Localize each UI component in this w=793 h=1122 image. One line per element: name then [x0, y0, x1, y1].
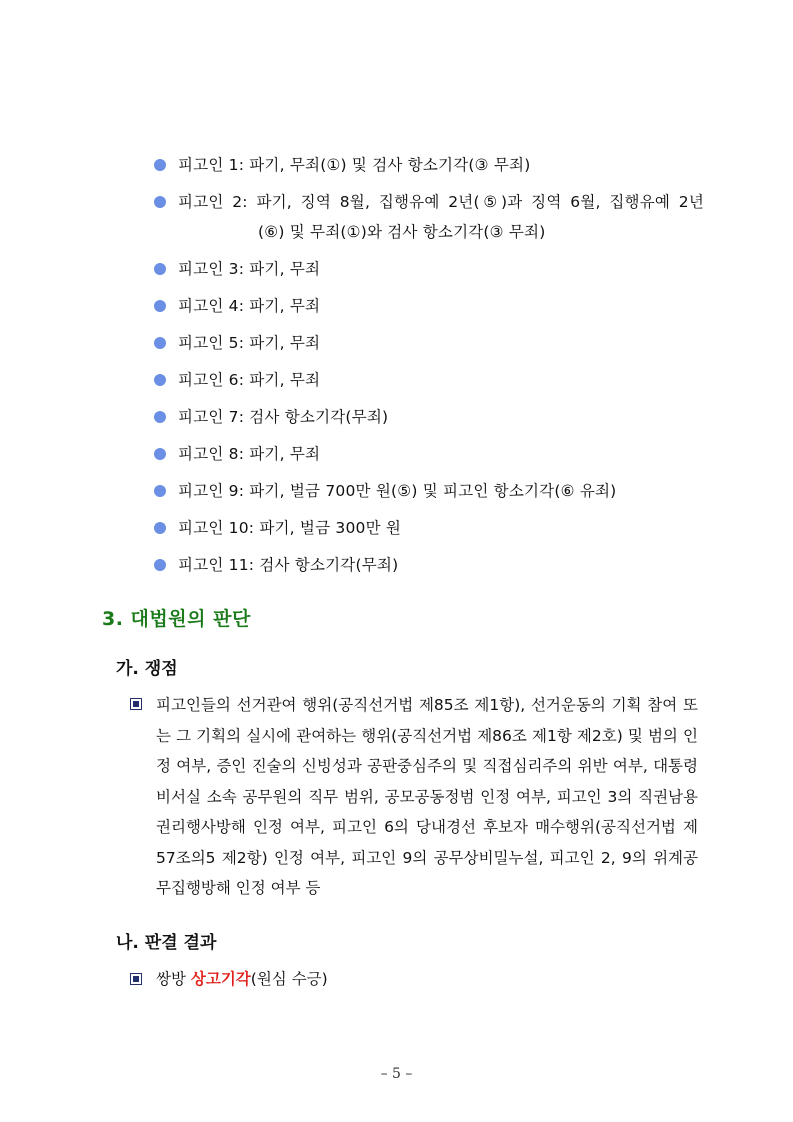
list-item [154, 513, 704, 543]
list-item-text: 피고인 6: 파기, 무죄 [178, 371, 321, 389]
issues-text: 피고인들의 선거관여 행위(공직선거법 제85조 제1항), 선거운동의 기획 참여 또는 그 기획의 실시에 관여하는 행위(공직선거법 제86조 제1항 제2호) 및 범의 인정 여부, 증인 진술의 신빙성과 공판중심주의 및 직접심리주의 위반 여부, 대통령비서실 소속 공무원의 직무 범위, 공모공동정범 인정 여부, 피고인 3의 직권남용권리행사방해 인정 여부, 피고인 6의 당내경선 후보자 매수행위(공직선거법 제57조의5 제2항) 인정 여부, 피고인 9의 공무상비밀누설, 피고인 2, 9의 위계공무집행방해 인정 여부 등 [156, 696, 698, 897]
list-item-text: 피고인 7: 검사 항소기각(무죄) [178, 408, 389, 426]
bullet-dot-icon [154, 159, 166, 171]
bullet-dot-icon [154, 374, 166, 386]
list-item [154, 291, 704, 321]
bullet-dot-icon [154, 522, 166, 534]
defendant-results-list [154, 150, 704, 587]
result-prefix: 쌍방 [156, 970, 191, 988]
bullet-dot-icon [154, 196, 166, 208]
list-item-text: 피고인 4: 파기, 무죄 [178, 297, 321, 315]
result-text [156, 965, 328, 993]
bullet-dot-icon [154, 300, 166, 312]
list-item-line: 피고인 2: 파기, 징역 8월, 집행유예 2년(⑤)과 징역 6월, 집행유예 2년 [178, 193, 704, 211]
list-item-continuation: (⑥) 및 무죄(①)와 검사 항소기각(③ 무죄) [258, 223, 546, 241]
list-item [154, 550, 704, 580]
result-heading: 나. 판결 결과 [116, 933, 217, 953]
list-item [154, 439, 704, 469]
square-bullet-icon [130, 973, 142, 985]
list-item-text: 피고인 1: 파기, 무죄(①) 및 검사 항소기각(③ 무죄) [178, 156, 531, 174]
section-title: 3. 대법원의 판단 [102, 608, 251, 630]
bullet-dot-icon [154, 411, 166, 423]
list-item [154, 402, 704, 432]
bullet-dot-icon [154, 559, 166, 571]
list-item-text: 피고인 10: 파기, 벌금 300만 원 [178, 519, 402, 537]
bullet-dot-icon [154, 337, 166, 349]
list-item-text: 피고인 5: 파기, 무죄 [178, 334, 321, 352]
list-item-text [178, 187, 704, 247]
page-number: – 5 – [380, 1066, 413, 1082]
result-highlight: 상고기각 [190, 970, 251, 988]
square-bullet-icon [130, 698, 142, 710]
list-item-text: 피고인 9: 파기, 벌금 700만 원(⑤) 및 피고인 항소기각(⑥ 유죄) [178, 482, 617, 500]
list-item [154, 328, 704, 358]
list-item [154, 254, 704, 284]
list-item [154, 150, 704, 180]
list-item [154, 476, 704, 506]
list-item-text: 피고인 3: 파기, 무죄 [178, 260, 321, 278]
issues-heading: 가. 쟁점 [116, 659, 178, 679]
list-item-text: 피고인 11: 검사 항소기각(무죄) [178, 556, 399, 574]
bullet-dot-icon [154, 485, 166, 497]
result-suffix: (원심 수긍) [250, 970, 328, 988]
bullet-dot-icon [154, 263, 166, 275]
list-item [154, 365, 704, 395]
bullet-dot-icon [154, 448, 166, 460]
issues-item [130, 690, 698, 904]
list-item-text: 피고인 8: 파기, 무죄 [178, 445, 321, 463]
result-item [130, 965, 698, 993]
list-item [154, 187, 704, 247]
